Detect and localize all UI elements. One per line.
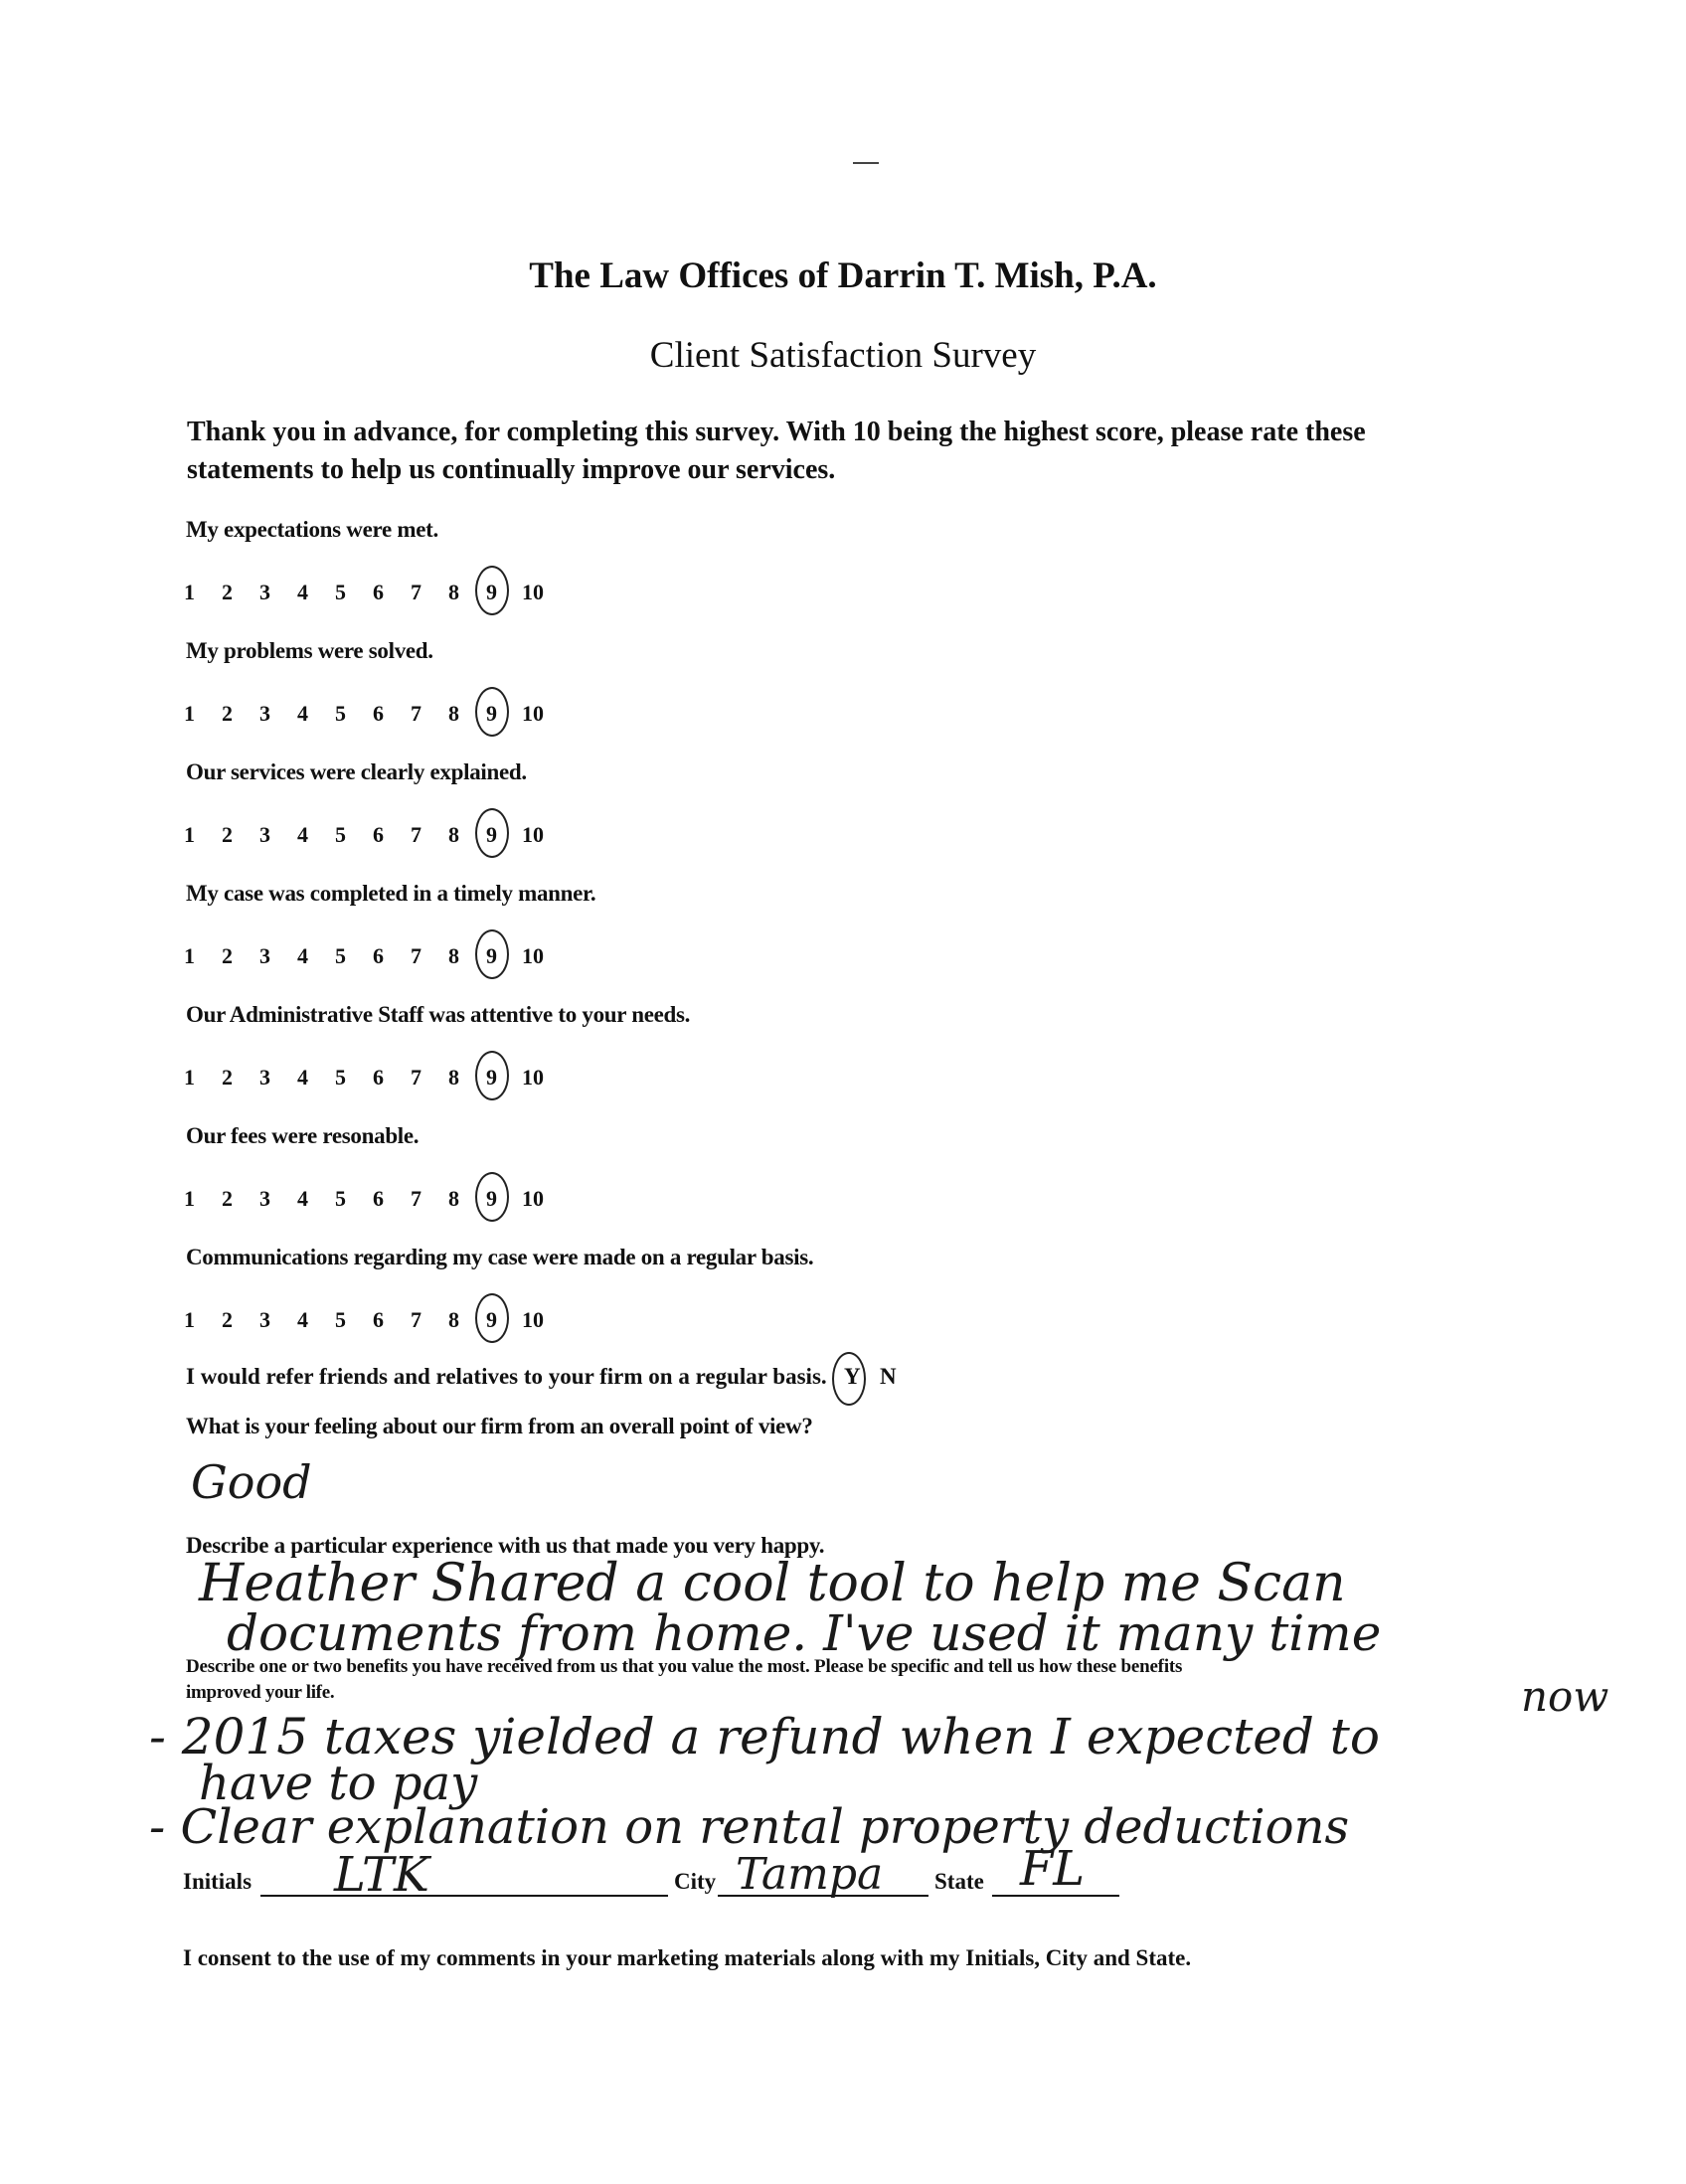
scale-option-8[interactable]: 8 — [448, 1065, 459, 1090]
benefits-answer-line-3: - Clear explanation on rental property deductions — [149, 1799, 1350, 1855]
refer-no-option[interactable]: N — [880, 1364, 897, 1389]
selected-rating-circle — [475, 566, 509, 615]
scale-option-10[interactable]: 10 — [522, 943, 544, 968]
scale-option-2[interactable]: 2 — [222, 701, 233, 726]
selected-rating-circle — [475, 1172, 509, 1222]
scale-option-1[interactable]: 1 — [184, 701, 195, 726]
scale-option-10[interactable]: 10 — [522, 701, 544, 726]
scale-option-3[interactable]: 3 — [259, 1065, 270, 1090]
benefits-answer-line-1: - 2015 taxes yielded a refund when I expected to — [149, 1708, 1380, 1765]
scale-option-10[interactable]: 10 — [522, 1307, 544, 1332]
scale-option-6[interactable]: 6 — [373, 1186, 384, 1211]
scale-option-8[interactable]: 8 — [448, 1186, 459, 1211]
scale-option-4[interactable]: 4 — [297, 580, 308, 604]
scale-option-7[interactable]: 7 — [411, 1186, 422, 1211]
scale-option-4[interactable]: 4 — [297, 1307, 308, 1332]
city-value[interactable]: Tampa — [736, 1849, 884, 1900]
scale-option-4[interactable]: 4 — [297, 943, 308, 968]
scale-option-1[interactable]: 1 — [184, 1186, 195, 1211]
firm-name: The Law Offices of Darrin T. Mish, P.A. — [529, 255, 1157, 296]
state-value[interactable]: FL — [1020, 1841, 1086, 1897]
refer-yes-option[interactable]: Y — [844, 1364, 861, 1389]
scale-option-2[interactable]: 2 — [222, 943, 233, 968]
scale-option-6[interactable]: 6 — [373, 1065, 384, 1090]
scale-option-2[interactable]: 2 — [222, 1186, 233, 1211]
scale-option-2[interactable]: 2 — [222, 580, 233, 604]
scale-option-9[interactable]: 9 — [486, 701, 497, 726]
scale-option-10[interactable]: 10 — [522, 1065, 544, 1090]
scale-option-10[interactable]: 10 — [522, 580, 544, 604]
scale-option-8[interactable]: 8 — [448, 701, 459, 726]
scale-option-10[interactable]: 10 — [522, 822, 544, 847]
survey-title: Client Satisfaction Survey — [649, 335, 1037, 376]
scale-option-5[interactable]: 5 — [335, 701, 346, 726]
scale-option-9[interactable]: 9 — [486, 1065, 497, 1090]
benefits-answer-now: now — [1521, 1672, 1609, 1721]
selected-rating-circle — [475, 687, 509, 737]
overall-question: What is your feeling about our firm from an overall point of view? — [186, 1414, 813, 1438]
scale-option-7[interactable]: 7 — [411, 701, 422, 726]
state-label: State — [934, 1869, 984, 1894]
scale-option-3[interactable]: 3 — [259, 580, 270, 604]
question-7-text: Communications regarding my case were made on a regular basis. — [186, 1245, 814, 1269]
refer-question-text: I would refer friends and relatives to your firm on a regular basis. — [186, 1364, 827, 1389]
scale-option-1[interactable]: 1 — [184, 822, 195, 847]
scale-option-3[interactable]: 3 — [259, 1186, 270, 1211]
scale-option-7[interactable]: 7 — [411, 822, 422, 847]
question-6-text: Our fees were resonable. — [186, 1123, 420, 1148]
scale-option-6[interactable]: 6 — [373, 701, 384, 726]
scale-option-1[interactable]: 1 — [184, 580, 195, 604]
experience-answer-line-1: Heather Shared a cool tool to help me Scan — [199, 1554, 1346, 1613]
question-4-text: My case was completed in a timely manner. — [186, 881, 596, 906]
selected-rating-circle — [475, 808, 509, 858]
selected-rating-circle — [475, 1051, 509, 1100]
question-1-text: My expectations were met. — [186, 517, 438, 542]
scale-option-4[interactable]: 4 — [297, 701, 308, 726]
scale-option-6[interactable]: 6 — [373, 580, 384, 604]
scale-option-8[interactable]: 8 — [448, 580, 459, 604]
scale-option-4[interactable]: 4 — [297, 1065, 308, 1090]
scale-option-3[interactable]: 3 — [259, 1307, 270, 1332]
scale-option-3[interactable]: 3 — [259, 943, 270, 968]
scale-option-5[interactable]: 5 — [335, 822, 346, 847]
scale-option-3[interactable]: 3 — [259, 822, 270, 847]
scale-option-1[interactable]: 1 — [184, 1307, 195, 1332]
scale-option-9[interactable]: 9 — [486, 1307, 497, 1332]
question-3-text: Our services were clearly explained. — [186, 759, 527, 784]
scale-option-10[interactable]: 10 — [522, 1186, 544, 1211]
initials-value[interactable]: LTK — [334, 1847, 429, 1903]
benefits-question-line-2: improved your life. — [186, 1682, 335, 1703]
scale-option-7[interactable]: 7 — [411, 943, 422, 968]
scale-option-2[interactable]: 2 — [222, 1307, 233, 1332]
scale-option-6[interactable]: 6 — [373, 943, 384, 968]
scale-option-3[interactable]: 3 — [259, 701, 270, 726]
scale-option-7[interactable]: 7 — [411, 1307, 422, 1332]
scale-option-9[interactable]: 9 — [486, 943, 497, 968]
survey-intro: Thank you in advance, for completing this survey. With 10 being the highest score, please rate these statements to help us continually improve our services. — [187, 417, 1366, 485]
initials-label: Initials — [183, 1869, 253, 1894]
scale-option-7[interactable]: 7 — [411, 1065, 422, 1090]
stray-mark — [853, 162, 879, 164]
question-5-text: Our Administrative Staff was attentive to your needs. — [186, 1002, 691, 1027]
scale-option-8[interactable]: 8 — [448, 1307, 459, 1332]
scale-option-5[interactable]: 5 — [335, 1065, 346, 1090]
scale-option-1[interactable]: 1 — [184, 1065, 195, 1090]
scale-option-9[interactable]: 9 — [486, 822, 497, 847]
benefits-question-line-1: Describe one or two benefits you have received from us that you value the most. Please be specific and tell us how these benefits — [186, 1656, 1183, 1677]
scale-option-9[interactable]: 9 — [486, 1186, 497, 1211]
overall-answer: Good — [191, 1455, 312, 1509]
scale-option-5[interactable]: 5 — [335, 1186, 346, 1211]
scale-option-8[interactable]: 8 — [448, 822, 459, 847]
refer-yes-circle — [832, 1352, 866, 1406]
scale-option-9[interactable]: 9 — [486, 580, 497, 604]
scale-option-5[interactable]: 5 — [335, 580, 346, 604]
experience-question: Describe a particular experience with us that made you very happy. — [186, 1533, 825, 1558]
scale-option-8[interactable]: 8 — [448, 943, 459, 968]
scale-option-5[interactable]: 5 — [335, 1307, 346, 1332]
scale-option-1[interactable]: 1 — [184, 943, 195, 968]
selected-rating-circle — [475, 1293, 509, 1343]
selected-rating-circle — [475, 929, 509, 979]
scale-option-7[interactable]: 7 — [411, 580, 422, 604]
scale-option-2[interactable]: 2 — [222, 822, 233, 847]
scale-option-6[interactable]: 6 — [373, 1307, 384, 1332]
initials-line — [260, 1895, 668, 1897]
scale-option-6[interactable]: 6 — [373, 822, 384, 847]
scale-option-5[interactable]: 5 — [335, 943, 346, 968]
consent-statement: I consent to the use of my comments in your marketing materials along with my Initials, City and State. — [183, 1945, 1192, 1970]
city-label: City — [674, 1869, 717, 1894]
experience-answer-line-2: documents from home. I've used it many time — [227, 1604, 1382, 1662]
scale-option-4[interactable]: 4 — [297, 1186, 308, 1211]
scale-option-2[interactable]: 2 — [222, 1065, 233, 1090]
scale-option-4[interactable]: 4 — [297, 822, 308, 847]
benefits-answer-line-2: have to pay — [199, 1756, 478, 1811]
question-2-text: My problems were solved. — [186, 638, 433, 663]
